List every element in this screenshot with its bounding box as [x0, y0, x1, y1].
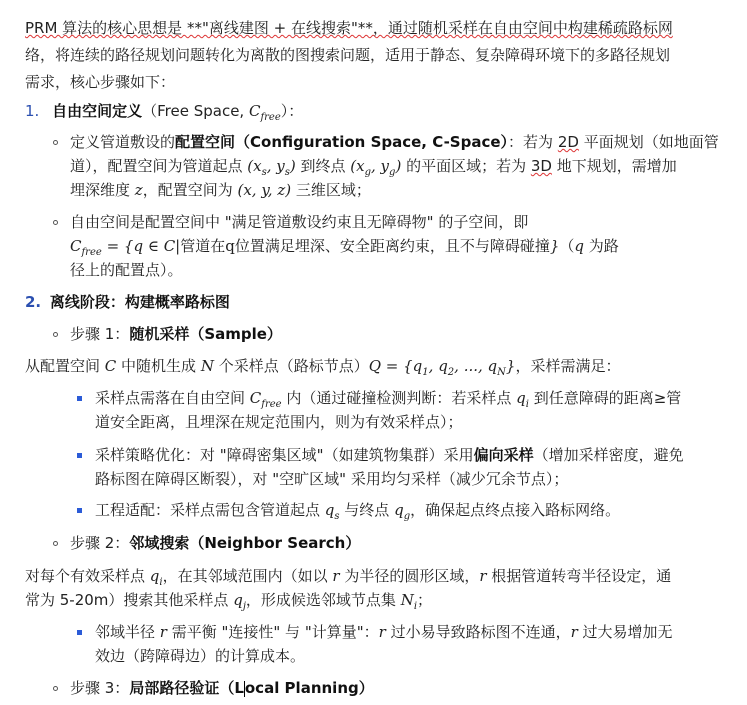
step-3-title-b: ocal Planning）	[244, 679, 374, 697]
p1-q: Q = {q	[368, 357, 423, 375]
p1-pre: 从配置空间	[25, 357, 105, 375]
section-1-heading	[25, 101, 303, 128]
b4-r2: r	[378, 623, 386, 641]
p1-c: C	[104, 357, 117, 375]
s1-b1-l2d: 地下规划，需增加	[551, 157, 677, 175]
b1-line-2: 道安全距离，且埋深在规定范围内，则为有效采样点）；	[95, 413, 463, 431]
s1-b1-tag2: 3D	[530, 157, 552, 175]
p1-post: ，采样需满足：	[515, 357, 621, 375]
b1-l1a: 采样点需落在自由空间	[95, 389, 250, 407]
p2-l2c: ；	[417, 591, 433, 609]
step-1-title: 随机采样（Sample）	[129, 325, 282, 343]
p2-l1a: 对每个有效采样点	[25, 567, 150, 585]
s1-b1-m2c: )	[395, 157, 402, 175]
s1-b1-l3a: 埋深维度	[70, 181, 135, 199]
intro-text-1: PRM 算法的核心思想是 **"离线建图 + 在线搜索"**，通过随机采样在自由空间中构建稀疏路标网	[25, 19, 673, 37]
s1-b1-m1b: , y	[266, 157, 285, 175]
s1-b1-pre: 定义管道敷设的	[70, 133, 176, 151]
s1-b2-tail1: （	[559, 237, 575, 255]
s1-b2-tail2: 为路	[584, 237, 619, 255]
section-1-paren: （Free Space,	[142, 102, 249, 120]
intro-line-1	[25, 18, 673, 38]
bullet-square-icon	[77, 508, 82, 513]
s1-b1-tag: 2D	[557, 133, 579, 151]
s1-b2-ftext: 管道在q位置满足埋深、安全距离约束，且不与障碍碰撞	[180, 237, 550, 255]
b1-qi: q	[516, 389, 526, 407]
section-2-heading	[25, 292, 230, 312]
section-1-symbol-sub: free	[260, 112, 281, 123]
bullet-square-icon	[77, 630, 82, 635]
s1-b1-l2c: 的平面区域；若为	[401, 157, 531, 175]
p1-qc: , ..., q	[454, 357, 498, 375]
p1-qn: N	[497, 367, 506, 378]
p2-qi: q	[149, 567, 160, 585]
step-3-pre: 步骤 3：	[70, 679, 130, 697]
step-2-heading	[70, 533, 360, 553]
b4-r3: r	[570, 623, 578, 641]
bullet-square-icon	[77, 453, 82, 458]
b4-line-1	[95, 622, 673, 642]
bullet-hollow-icon	[53, 140, 58, 145]
step-3-title-a: 局部路径验证（L	[129, 679, 244, 697]
b2-line-1	[95, 445, 684, 465]
bullet-hollow-icon	[53, 332, 58, 337]
b2-line-2: 路标图在障碍区断裂），对 "空旷区域" 采用均匀采样（减少冗余节点）；	[95, 470, 569, 488]
p1-mid2: 个采样点（路标节点）	[213, 357, 369, 375]
b4-r: r	[159, 623, 167, 641]
p2-ni: N	[400, 591, 414, 609]
p2-r: r	[332, 567, 340, 585]
s1-b1-m2s2: g	[389, 167, 396, 178]
s1-b2-fsub: free	[81, 247, 102, 258]
p2-l1d: 根据管道转弯半径设定，通	[486, 567, 672, 585]
b3-qss: s	[334, 511, 340, 522]
b1-sub: free	[261, 399, 282, 410]
p2-qjs: j	[242, 601, 246, 612]
step-1-pre: 步骤 1：	[70, 325, 130, 343]
s1-b2-fclose: }	[549, 237, 560, 255]
b3-qgs: g	[403, 511, 411, 522]
step-2-title: 邻域搜索（Neighbor Search）	[129, 534, 361, 552]
b3-qg: q	[394, 501, 404, 519]
s1-b2-feq: = {q ∈ C|	[101, 237, 181, 255]
p2-line-2	[25, 590, 432, 617]
p1-q1: 1	[422, 367, 429, 378]
s1-b1-m3: z	[134, 181, 143, 199]
bullet-hollow-icon	[53, 220, 58, 225]
step-2-pre: 步骤 2：	[70, 534, 130, 552]
p1-n: N	[200, 357, 214, 375]
s1-b1-m2b: , y	[371, 157, 390, 175]
s1-b1-m1s2: s	[284, 167, 290, 178]
s1-b1-line-2	[70, 156, 677, 183]
s1-b1-l2a: 道），配置空间为管道起点	[70, 157, 248, 175]
s1-b1-m1c: )	[289, 157, 296, 175]
intro-line-3: 需求，核心步骤如下：	[25, 73, 176, 91]
b4-l1a: 邻域半径	[95, 623, 160, 641]
s1-b1-m1: (x	[247, 157, 262, 175]
s1-b2-line-1: 自由空间是配置空间中 "满足管道敷设约束且无障碍物" 的子空间，即	[70, 213, 529, 231]
step-3-heading	[70, 678, 374, 698]
b4-l1c: 过小易导致路标图不连通，	[385, 623, 571, 641]
section-2-title: 离线阶段：构建概率路标图	[49, 293, 230, 311]
p2-qis: i	[159, 577, 163, 588]
b3-l1a: 工程适配：采样点需包含管道起点	[95, 501, 325, 519]
p2-l1c: 为半径的圆形区域，	[339, 567, 480, 585]
s1-b1-l2b: 到终点	[295, 157, 351, 175]
b4-line-2: 效边（跨障碍边）的计算成本。	[95, 647, 306, 665]
b4-l1b: 需平衡 "连接性" 与 "计算量"：	[166, 623, 379, 641]
b1-qis: i	[525, 399, 529, 410]
b3-line-1	[95, 500, 620, 527]
section-1-symbol: C	[248, 102, 261, 120]
s1-b1-line-3	[70, 180, 371, 200]
p1-qb: , q	[428, 357, 448, 375]
section-2-number: 2.	[25, 293, 42, 311]
s1-b1-m2: (x	[350, 157, 365, 175]
b3-l1c: ，确保起点终点接入路标网络。	[410, 501, 621, 519]
s1-b2-fc: C	[70, 237, 82, 255]
p2-nis: i	[413, 601, 418, 612]
b1-l1c: 到任意障碍的距离≥管	[528, 389, 682, 407]
section-1-title: 自由空间定义	[52, 102, 143, 120]
p2-qj: q	[233, 591, 243, 609]
b2-bold: 偏向采样	[473, 446, 534, 464]
s1-b2-line-3: 径上的配置点）。	[70, 261, 183, 279]
b1-line-1	[95, 388, 681, 415]
p1-qd: }	[505, 357, 516, 375]
s1-b1-m2s: g	[364, 167, 372, 178]
b3-l1b: 与终点	[339, 501, 395, 519]
p1-q2: 2	[447, 367, 455, 378]
s1-b2-tailq: q	[574, 237, 585, 255]
p2-r2: r	[479, 567, 487, 585]
s1-b1-bold: 配置空间（Configuration Space, C-Space）	[175, 133, 509, 151]
b4-l1d: 过大易增加无	[577, 623, 673, 641]
bullet-square-icon	[77, 396, 82, 401]
b2-l1a: 采样策略优化：对 "障碍密集区域"（如建筑物集群）采用	[95, 446, 474, 464]
section-1-paren-close: ）：	[280, 102, 304, 120]
step-1-heading	[70, 324, 282, 344]
b2-l1b: （增加采样密度，避免	[533, 446, 684, 464]
p2-l2a: 常为 5-20m）搜索其他采样点	[25, 591, 234, 609]
s1-b1-post2: 平面规划（如地面管	[578, 133, 719, 151]
bullet-hollow-icon	[53, 541, 58, 546]
s1-b1-line-1	[70, 132, 719, 152]
s1-b1-l3b: ，配置空间为	[142, 181, 238, 199]
p1-line	[25, 356, 620, 383]
section-1-number: 1.	[25, 102, 40, 120]
bullet-hollow-icon	[53, 686, 58, 691]
s1-b1-post: ：若为	[508, 133, 558, 151]
p1-mid: 中随机生成	[116, 357, 201, 375]
s1-b1-m4: (x, y, z)	[237, 181, 292, 199]
b1-c: C	[249, 389, 262, 407]
s1-b1-l3c: 三维区域；	[291, 181, 371, 199]
s1-b2-line-2	[70, 236, 619, 263]
p2-l1b: ，在其邻域范围内（如以	[162, 567, 333, 585]
s1-b1-m1s: s	[261, 167, 267, 178]
intro-line-2: 络，将连续的路径规划问题转化为离散的图搜索问题，适用于静态、复杂障碍环境下的多路径规划	[25, 46, 671, 64]
p2-l2b: ，形成候选邻域节点集	[245, 591, 401, 609]
b1-l1b: 内（通过碰撞检测判断：若采样点	[281, 389, 517, 407]
p2-line-1	[25, 566, 671, 593]
b3-qs: q	[324, 501, 335, 519]
